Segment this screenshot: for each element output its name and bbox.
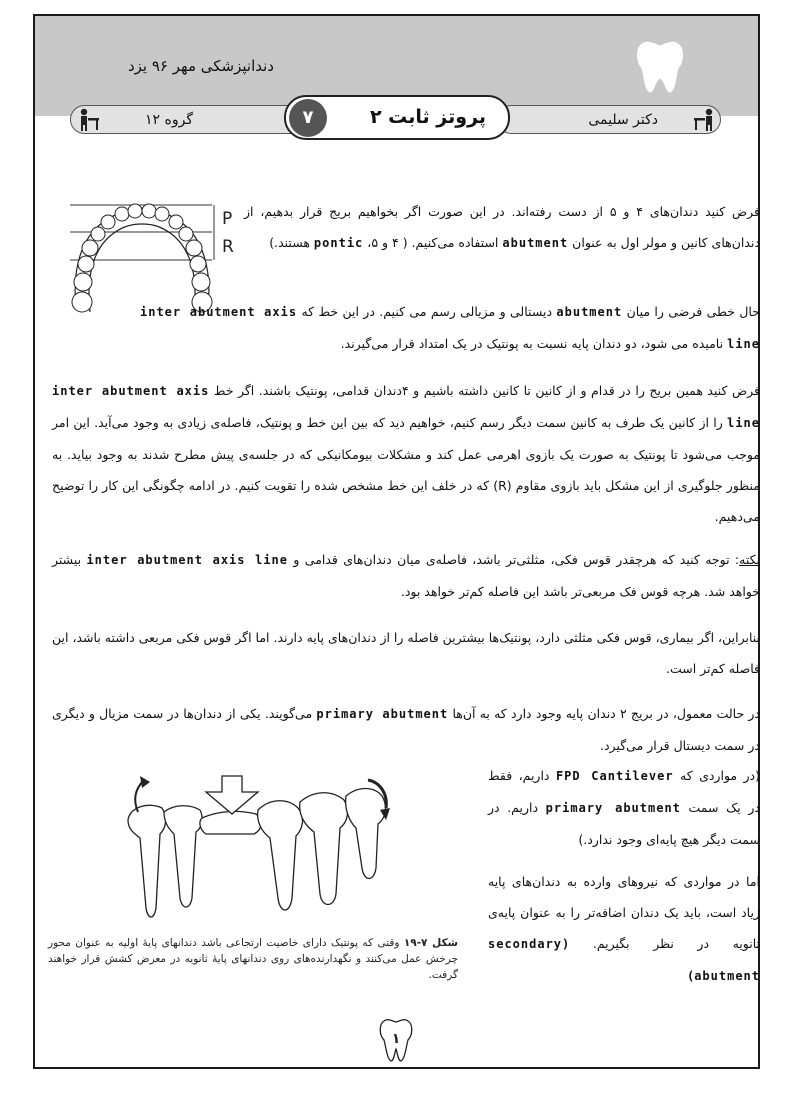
p2-term-abutment: abutment xyxy=(556,305,623,319)
p4-text-b: بیشتر خواهد شد. هرچه قوس فک مربعی‌تر باشد این فاصله کم‌تر خواهد بود. xyxy=(52,552,760,599)
p3-text-b: را از کانین یک طرف به کانین سمت دیگر رسم کنیم، خواهیم دید که بین این خط و پونتیک، فاصله‌ی زیادی به وجود می‌آید. این امر موجب می‌شود تا پونتیک به صورت یک بازوی اهرمی عمل کند و مشکلات بیومکانیکی که در جلسه‌ی پیش مطرح شدند به وجود بیاید. به منظور جلوگیری از این مشکل باید بازوی مقاوم (R) که در خلف این خط مشخص شده را تقویت کنیم. در ادامه چگونگی این کار را توضیح می‌دهیم. xyxy=(52,415,760,524)
p1-term-abutment: abutment xyxy=(502,236,569,250)
page-number: ۱ xyxy=(391,1031,401,1047)
doctor-bar xyxy=(497,105,721,134)
paragraph-1 xyxy=(244,196,760,259)
chapter-number-badge: ۷ xyxy=(289,99,327,137)
page-number-tooth-icon xyxy=(378,1017,414,1063)
p2-text-c: نامیده می شود، دو دندان پایه نسبت به پونتیک در یک امتداد قرار می‌گیرند. xyxy=(340,336,724,351)
p7-term-primary-abutment: primary abutment xyxy=(545,801,681,815)
p2-term-axis-line: inter abutment axis line xyxy=(140,305,760,351)
figure-caption-text: وقتی که پونتیک دارای خاصیت ارتجاعی باشد دندانهای پایهٔ اولیه به عنوان محور چرخش عمل می‌کنند و نگهدارنده‌های روی دندانهای پایهٔ ثانویه در معرض کشش قرار خواهند گرفت. xyxy=(48,937,458,981)
p1-text-c: هستند.) xyxy=(269,235,310,250)
group-label: گروه ۱۲ xyxy=(145,112,193,128)
paragraph-7 xyxy=(488,760,760,855)
p6-term-primary-abutment: primary abutment xyxy=(316,707,449,721)
p8-term-secondary-abutment: (secondary abutment) xyxy=(488,937,760,983)
p7-text-a: (در مواردی که xyxy=(680,768,761,783)
p7-text-c: داریم. در سمت دیگر هیچ پایه‌ای وجود ندارد.) xyxy=(488,800,760,847)
p4-term-axis-line: inter abutment axis line xyxy=(86,553,289,567)
paragraph-6 xyxy=(52,698,760,761)
student-at-desk-icon xyxy=(76,108,102,132)
p1-term-pontic: pontic xyxy=(313,236,364,250)
bridge-figure xyxy=(110,758,400,928)
main-title: پروتز ثابت ۲ xyxy=(369,106,487,128)
paragraph-5 xyxy=(52,622,760,684)
p7-text-b: داریم، فقط در یک سمت xyxy=(488,768,760,815)
group-bar xyxy=(70,105,306,134)
p5-text: بنابراین، اگر بیماری، قوس فکی مثلثی دارد، پونتیک‌ها بیشترین فاصله را از دندان‌های پایه دارند. اما اگر قوس فکی مربعی داشته باشد، این فاصله کم‌تر است. xyxy=(52,630,760,676)
p3-text-a: فرض کنید همین بریج را در قدام و از کانین تا کانین داشته باشیم و ۴دندان قدامی، پونتیک باشند. اگر خط xyxy=(213,383,760,398)
figure-caption xyxy=(48,935,458,983)
p4-text-a: : توجه کنید که هرچقدر قوس فکی، مثلثی‌تر باشد، فاصله‌ی میان دندان‌های قدامی و xyxy=(293,552,740,567)
p3-term-axis-line: inter abutment axis line xyxy=(52,384,760,430)
p8-text-a: اما در مواردی که نیروهای وارده به دندان‌های پایه زیاد است، باید یک دندان اضافه‌تر را به عنوان پایه‌ی ثانویه در نظر بگیریم. xyxy=(488,874,760,951)
p6-text-c: مزیال و دیگری در سمت دیستال قرار می‌گیرد. xyxy=(52,706,760,753)
p2-text-b: دیستالی و مزیالی رسم می کنیم. در این خط که xyxy=(301,304,553,319)
p7-term-fpd-cantilever: FPD Cantilever xyxy=(555,769,674,783)
paragraph-2 xyxy=(140,296,760,360)
p1-text-b: استفاده می‌کنیم. ( ۴ و ۵، xyxy=(367,235,499,250)
teacher-at-desk-icon xyxy=(691,108,717,132)
force-arrow-icon xyxy=(206,776,258,814)
p6-text-b: می‌گویند. یکی از دندان‌ها در سمت xyxy=(133,706,313,721)
header-title: دندانپزشکی مهر ۹۶ یزد xyxy=(127,57,274,75)
note-label: نکته xyxy=(739,552,761,567)
label-r: R xyxy=(222,237,234,257)
p1-text-a: فرض کنید دندان‌های ۴ و ۵ از دست رفته‌اند. در این صورت اگر بخواهیم بریج قرار بدهیم، از دندان‌های کانین و مولر اول به عنوان xyxy=(244,204,760,250)
paragraph-note xyxy=(52,544,760,607)
tooth-logo-icon xyxy=(634,38,686,94)
label-p: P xyxy=(222,209,233,229)
doctor-label: دکتر سلیمی xyxy=(588,112,658,128)
paragraph-3 xyxy=(52,375,760,532)
p2-text-a: حال خطی فرضی را میان xyxy=(626,304,760,319)
p6-text-a: در حالت معمول، در بریج ۲ دندان پایه وجود دارد که به آن‌ها xyxy=(452,706,761,721)
paragraph-8 xyxy=(488,866,760,992)
figure-caption-label: شکل ۷-۱۹ xyxy=(403,937,458,949)
